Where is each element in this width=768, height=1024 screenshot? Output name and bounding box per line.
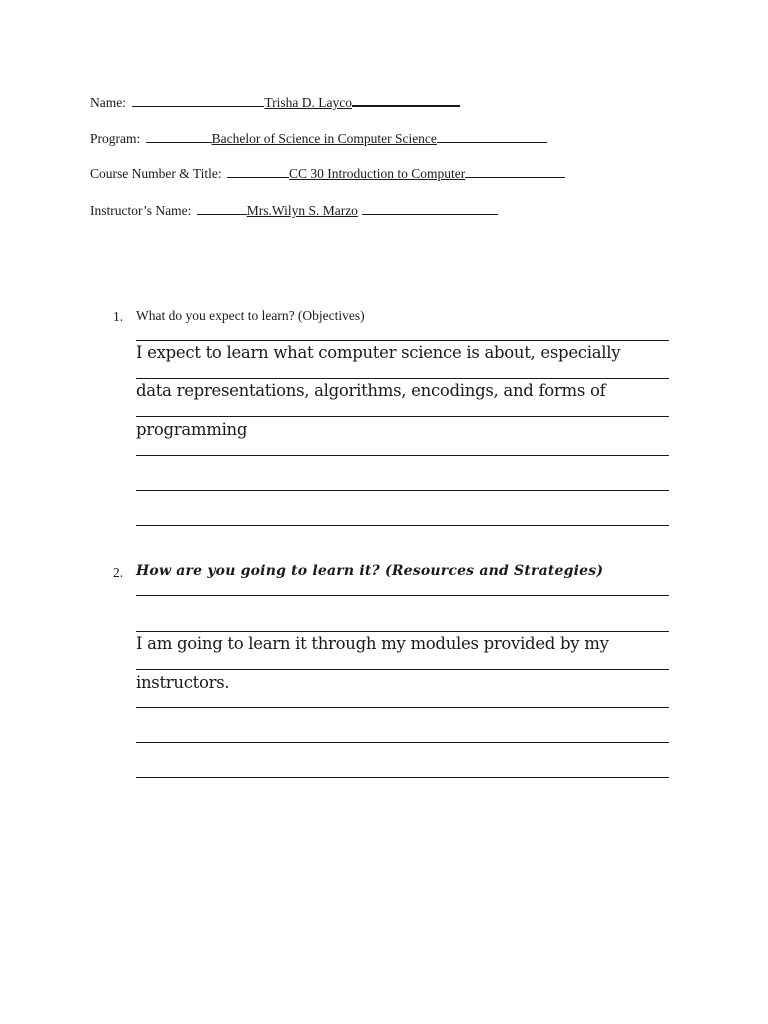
answer-2-line-1 (136, 595, 669, 596)
instructor-label: Instructor’s Name: (90, 203, 192, 218)
instructor-field (90, 202, 498, 219)
answer-2-text-2: instructors. (136, 673, 230, 692)
question-2-text: How are you going to learn it? (Resources and Strategies) (136, 563, 604, 579)
question-2-number: 2. (113, 565, 124, 580)
course-value: CC 30 Introduction to Computer (289, 166, 466, 181)
answer-2-line-5 (136, 742, 669, 743)
answer-1-line-1 (136, 340, 669, 341)
answer-2-text-1: I am going to learn it through my modules provided by my (136, 634, 609, 653)
program-field (90, 130, 547, 147)
answer-2-line-4 (136, 707, 669, 708)
course-label: Course Number & Title: (90, 166, 222, 181)
answer-1-line-3 (136, 416, 669, 417)
answer-1-line-2 (136, 378, 669, 379)
answer-2-line-3 (136, 669, 669, 670)
name-rule-lead (132, 94, 152, 107)
program-value: Bachelor of Science in Computer Science (211, 131, 437, 146)
question-1-number: 1. (113, 309, 124, 324)
answer-1-text-3: programming (136, 420, 248, 439)
name-label: Name: (90, 95, 126, 110)
instructor-value: Mrs.Wilyn S. Marzo (246, 203, 358, 218)
answer-1-line-6 (136, 525, 669, 526)
name-field (90, 93, 460, 111)
answer-1-line-5 (136, 490, 669, 491)
answer-1-line-4 (136, 455, 669, 456)
answer-1-text-1: I expect to learn what computer science is about, especially (136, 343, 621, 362)
answer-2-line-6 (136, 777, 669, 778)
name-rule-tail (352, 93, 460, 107)
answer-2-line-2 (136, 631, 669, 632)
name-value: Trisha D. Layco (264, 95, 352, 110)
program-label: Program: (90, 131, 141, 146)
question-1-text: What do you expect to learn? (Objectives) (136, 308, 365, 323)
course-field (90, 165, 565, 182)
answer-1-text-2: data representations, algorithms, encodings, and forms of (136, 381, 606, 400)
